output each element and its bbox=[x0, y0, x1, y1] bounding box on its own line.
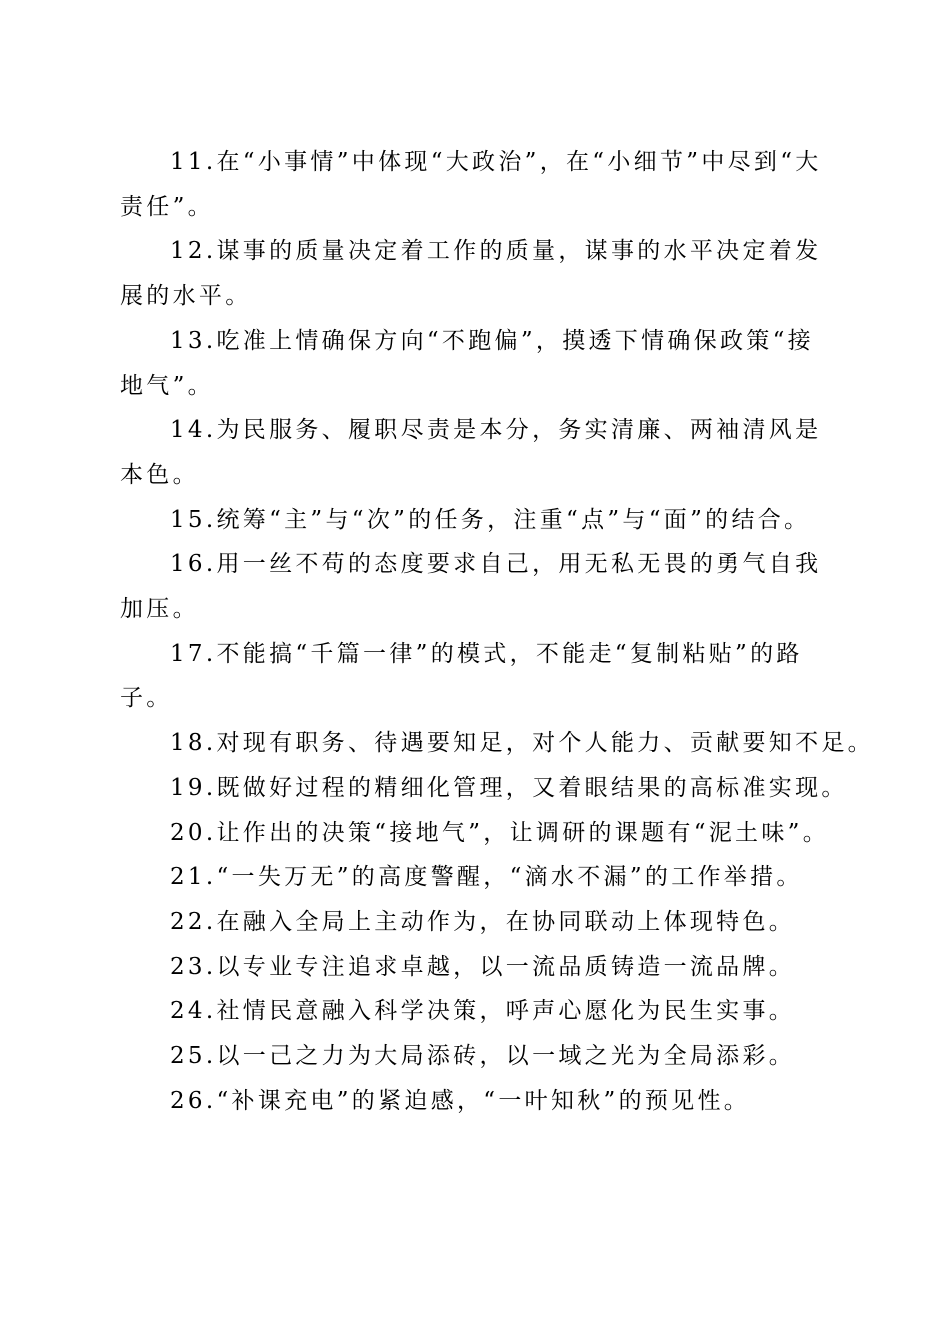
list-item-17: 17.不能搞“千篇一律”的模式，不能走“复制粘贴”的路子。 bbox=[120, 640, 803, 712]
list-item-12: 12.谋事的质量决定着工作的质量，谋事的水平决定着发展的水平。 bbox=[120, 238, 822, 310]
list-item-20: 20.让作出的决策“接地气”，让调研的课题有“泥土味”。 bbox=[170, 819, 830, 846]
list-item-13: 13.吃准上情确保方向“不跑偏”，摸透下情确保政策“接地气”。 bbox=[120, 327, 814, 399]
list-item-21: 21.“一失万无”的高度警醒，“滴水不漏”的工作举措。 bbox=[170, 864, 803, 891]
list-item-26: 26.“补课充电”的紧迫感，“一叶知秋”的预见性。 bbox=[170, 1087, 751, 1114]
list-item-19: 19.既做好过程的精细化管理，又着眼结果的高标准实现。 bbox=[170, 774, 848, 801]
list-item-22: 22.在融入全局上主动作为，在协同联动上体现特色。 bbox=[170, 908, 796, 935]
list-item-11: 11.在“小事情”中体现“大政治”，在“小细节”中尽到“大责任”。 bbox=[120, 149, 822, 220]
list-item-24: 24.社情民意融入科学决策，呼声心愿化为民生实事。 bbox=[170, 998, 796, 1025]
document-body bbox=[120, 140, 874, 1123]
list-item-18: 18.对现有职务、待遇要知足，对个人能力、贡献要知不足。 bbox=[170, 730, 874, 757]
list-item-14: 14.为民服务、履职尽责是本分，务实清廉、两袖清风是本色。 bbox=[120, 417, 822, 488]
list-item-23: 23.以专业专注追求卓越，以一流品质铸造一流品牌。 bbox=[170, 953, 796, 980]
list-item-15: 15.统筹“主”与“次”的任务，注重“点”与“面”的结合。 bbox=[170, 506, 811, 533]
list-item-16: 16.用一丝不苟的态度要求自己，用无私无畏的勇气自我加压。 bbox=[120, 551, 822, 623]
list-item-25: 25.以一己之力为大局添砖，以一域之光为全局添彩。 bbox=[170, 1043, 796, 1070]
